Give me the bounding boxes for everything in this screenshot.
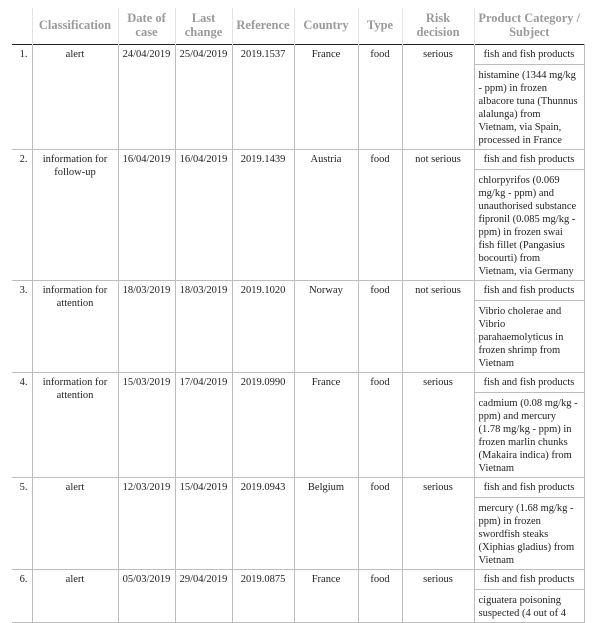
notifications-table <box>12 8 585 623</box>
classification-cell: alert <box>32 478 118 570</box>
product-subject-cell <box>474 373 584 478</box>
country-cell: Austria <box>294 150 358 281</box>
column-header-reference[interactable]: Reference <box>232 8 294 45</box>
country-cell: France <box>294 373 358 478</box>
last-change-cell: 17/04/2019 <box>175 373 232 478</box>
table-row <box>12 570 584 623</box>
date-of-case-cell: 18/03/2019 <box>118 281 175 373</box>
type-cell: food <box>358 478 402 570</box>
type-cell: food <box>358 150 402 281</box>
last-change-cell: 18/03/2019 <box>175 281 232 373</box>
row-number: 6. <box>12 570 32 623</box>
date-of-case-cell: 16/04/2019 <box>118 150 175 281</box>
product-subject-cell <box>474 570 584 623</box>
reference-link[interactable]: 2019.0943 <box>232 478 294 570</box>
type-cell: food <box>358 373 402 478</box>
column-header-country[interactable]: Country <box>294 8 358 45</box>
date-of-case-cell: 15/03/2019 <box>118 373 175 478</box>
last-change-cell: 25/04/2019 <box>175 45 232 150</box>
product-subject-cell <box>474 150 584 281</box>
column-header-product-category[interactable]: Product Category / Subject <box>474 8 584 45</box>
subject-text: histamine (1344 mg/kg - ppm) in frozen albacore tuna (Thunnus alalunga) from Vietnam, via Spain, processed in France <box>478 70 578 146</box>
type-cell: food <box>358 45 402 150</box>
product-category: fish and fish products <box>475 150 584 170</box>
row-number: 3. <box>12 281 32 373</box>
table-row <box>12 478 584 570</box>
reference-link[interactable]: 2019.1439 <box>232 150 294 281</box>
product-subject-cell <box>474 478 584 570</box>
column-header-classification[interactable]: Classification <box>32 8 118 45</box>
product-category: fish and fish products <box>475 45 584 65</box>
product-subject-cell <box>474 281 584 373</box>
reference-link[interactable]: 2019.1020 <box>232 281 294 373</box>
risk-decision-cell: serious <box>402 45 474 150</box>
column-header-type[interactable]: Type <box>358 8 402 45</box>
row-number: 2. <box>12 150 32 281</box>
column-header-date-of-case[interactable]: Date of case <box>118 8 175 45</box>
risk-decision-cell: not serious <box>402 150 474 281</box>
table-row <box>12 45 584 150</box>
column-header-last-change[interactable]: Last change <box>175 8 232 45</box>
row-number: 1. <box>12 45 32 150</box>
country-cell: France <box>294 45 358 150</box>
column-header-number <box>12 8 32 45</box>
product-subject-cell <box>474 45 584 150</box>
product-category: fish and fish products <box>475 478 584 498</box>
reference-link[interactable]: 2019.0990 <box>232 373 294 478</box>
type-cell: food <box>358 570 402 623</box>
subject-text: Vibrio cholerae and Vibrio parahaemolyticus in frozen shrimp from Vietnam <box>478 306 564 369</box>
column-header-risk-decision[interactable]: Risk decision <box>402 8 474 45</box>
risk-decision-cell: not serious <box>402 281 474 373</box>
last-change-cell: 15/04/2019 <box>175 478 232 570</box>
classification-cell: alert <box>32 45 118 150</box>
last-change-cell: 29/04/2019 <box>175 570 232 623</box>
classification-cell: information for follow-up <box>32 150 118 281</box>
country-cell: Norway <box>294 281 358 373</box>
reference-link[interactable]: 2019.0875 <box>232 570 294 623</box>
risk-decision-cell: serious <box>402 478 474 570</box>
risk-decision-cell: serious <box>402 373 474 478</box>
classification-cell: information for attention <box>32 281 118 373</box>
product-category: fish and fish products <box>475 373 584 393</box>
table-header-row <box>12 8 584 45</box>
country-cell: Belgium <box>294 478 358 570</box>
country-cell: France <box>294 570 358 623</box>
subject-text: cadmium (0.08 mg/kg - ppm) and mercury (1.78 mg/kg - ppm) in frozen marlin chunks (Makaira indica) from Vietnam <box>478 398 578 474</box>
product-category: fish and fish products <box>475 570 584 590</box>
classification-cell: alert <box>32 570 118 623</box>
table-row <box>12 281 584 373</box>
risk-decision-cell: serious <box>402 570 474 623</box>
classification-cell: information for attention <box>32 373 118 478</box>
subject-text: chlorpyrifos (0.069 mg/kg - ppm) and unauthorised substance fipronil (0.085 mg/kg - ppm) in frozen swai fish fillet (Pangasius bocourti) from Vietnam, via Germany <box>478 175 577 277</box>
row-number: 4. <box>12 373 32 478</box>
table-row <box>12 150 584 281</box>
subject-text: ciguatera poisoning suspected (4 out of 4 <box>478 595 566 619</box>
date-of-case-cell: 24/04/2019 <box>118 45 175 150</box>
product-category: fish and fish products <box>475 281 584 301</box>
row-number: 5. <box>12 478 32 570</box>
date-of-case-cell: 12/03/2019 <box>118 478 175 570</box>
reference-link[interactable]: 2019.1537 <box>232 45 294 150</box>
table-row <box>12 373 584 478</box>
last-change-cell: 16/04/2019 <box>175 150 232 281</box>
type-cell: food <box>358 281 402 373</box>
subject-text: mercury (1.68 mg/kg - ppm) in frozen swordfish steaks (Xiphias gladius) from Vietnam <box>478 503 575 566</box>
date-of-case-cell: 05/03/2019 <box>118 570 175 623</box>
